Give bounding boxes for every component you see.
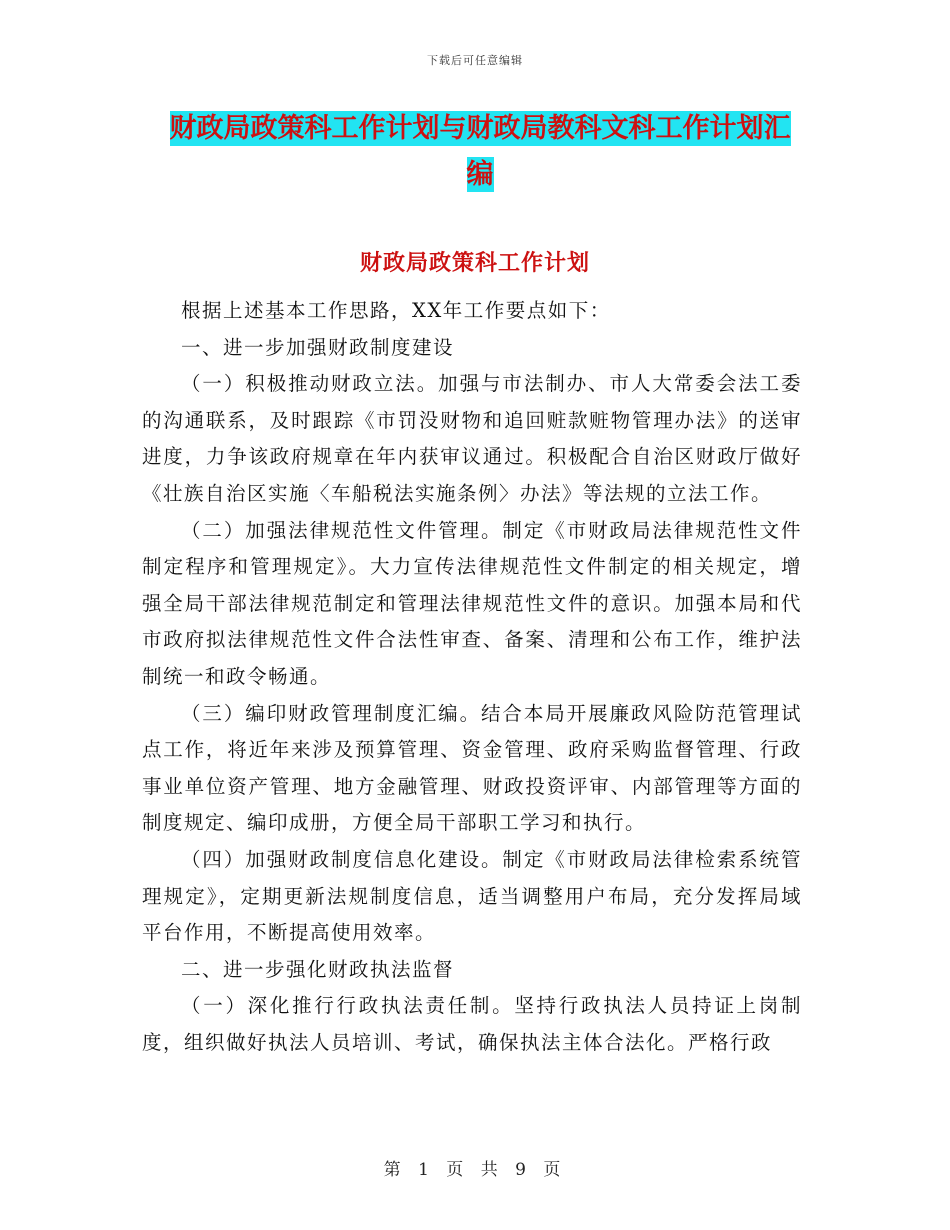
section-heading-2: 二、进一步强化财政执法监督: [181, 957, 455, 981]
section-title: 财政局政策科工作计划: [359, 250, 590, 276]
page-header-note: 下载后可任意编辑: [427, 54, 523, 67]
document-title: [150, 106, 810, 198]
paragraph: （二）加强法律规范性文件管理。制定《市财政局法律规范性文件制定程序和管理规定》。大力宣传法律规范性文件制定的相关规定，增强全局干部法律规范制定和管理法律规范性文件的意识。加强本局和代市政府拟法律规范性文件合法性审查、备案、清理和公布工作，维护法制统一和政令畅通。: [142, 518, 802, 688]
section-heading-1: 一、进一步加强财政制度建设: [181, 335, 455, 359]
paragraph: （三）编印财政管理制度汇编。结合本局开展廉政风险防范管理试点工作，将近年来涉及预算管理、资金管理、政府采购监督管理、行政事业单位资产管理、地方金融管理、财政投资评审、内部管理等方面的制度规定、编印成册，方便全局干部职工学习和执行。: [142, 701, 802, 835]
document-title-line-1: 财政局政策科工作计划与财政局教科文科工作计划汇: [169, 113, 791, 144]
page-number: 第 1 页 共 9 页: [383, 1160, 567, 1180]
paragraph: （一）深化推行行政执法责任制。坚持行政执法人员持证上岗制度，组织做好执法人员培训、考试，确保执法主体合法化。严格行政: [142, 994, 802, 1054]
document-title-line-2: 编: [466, 159, 494, 190]
document-body: [142, 293, 802, 1061]
paragraph-intro: 根据上述基本工作思路，XX年工作要点如下：: [181, 299, 611, 322]
paragraph: （一）积极推动财政立法。加强与市法制办、市人大常委会法工委的沟通联系，及时跟踪《市罚没财物和追回赃款赃物管理办法》的送审进度，力争该政府规章在年内获审议通过。积极配合自治区财政厅做好《壮族自治区实施〈车船税法实施条例〉办法》等法规的立法工作。: [142, 372, 802, 505]
paragraph: （四）加强财政制度信息化建设。制定《市财政局法律检索系统管理规定》，定期更新法规制度信息，适当调整用户布局，充分发挥局域平台作用，不断提高使用效率。: [142, 847, 802, 945]
